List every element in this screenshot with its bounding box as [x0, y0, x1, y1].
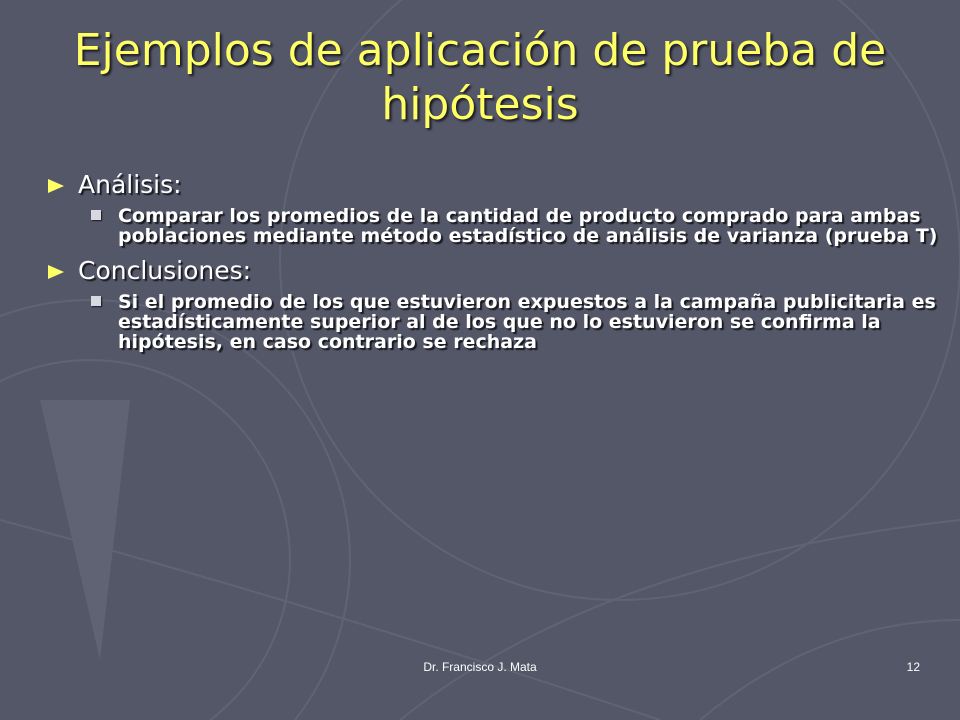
sub-bullet-analisis — [88, 206, 938, 246]
square-bullet-icon — [91, 296, 101, 306]
bullet-label: Análisis: — [78, 170, 182, 199]
sub-bullet-text: Comparar los promedios de la cantidad de producto comprado para ambas poblaciones mediante método estadístico de análisis de varianza (prueba T) — [118, 205, 938, 247]
slide-content — [48, 170, 938, 362]
sub-bullet-conclusiones — [88, 292, 938, 352]
sub-bullet-text: Si el promedio de los que estuvieron expuestos a la campaña publicitaria es estadísticamente superior al de los que no lo estuvieron se confirma la hipótesis, en caso contrario se rechaza — [118, 291, 936, 353]
arrow-bullet-icon — [48, 179, 64, 193]
bullet-analisis — [48, 170, 938, 200]
slide-title: Ejemplos de aplicación de prueba de hipótesis — [73, 25, 887, 130]
page-number: 12 — [906, 660, 920, 674]
bullet-label: Conclusiones: — [78, 256, 252, 285]
footer-author: Dr. Francisco J. Mata — [423, 660, 537, 674]
square-bullet-icon — [91, 210, 101, 220]
arrow-bullet-icon — [48, 265, 64, 279]
bullet-conclusiones — [48, 256, 938, 286]
